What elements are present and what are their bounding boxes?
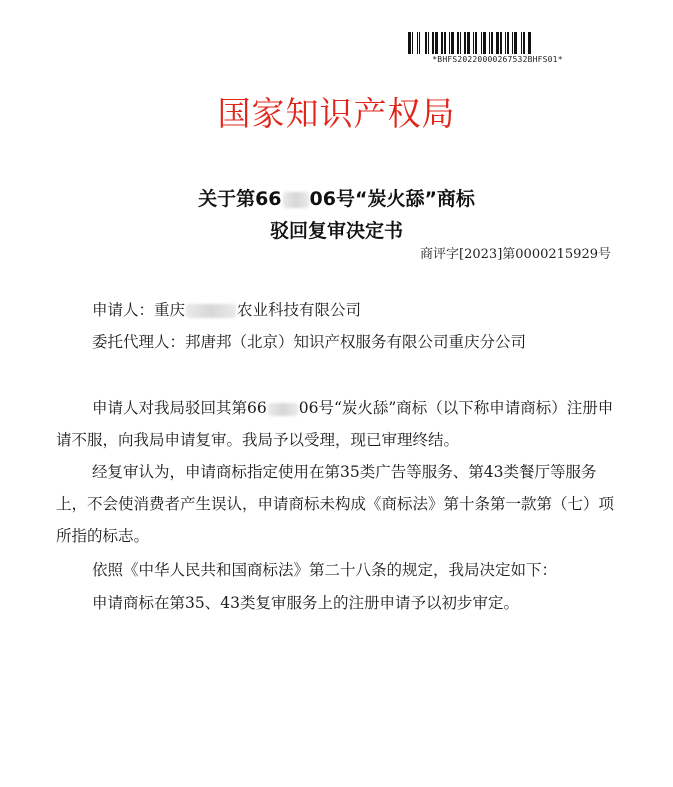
barcode-bar	[460, 32, 461, 54]
title-prefix: 关于第66	[198, 188, 282, 210]
barcode-bar	[444, 32, 446, 54]
paragraph-4: 申请商标在第35、43类复审服务上的注册申请予以初步审定。	[92, 594, 519, 612]
barcode-bar	[419, 32, 420, 54]
organization-name: 国家知识产权局	[217, 94, 456, 133]
barcode-bar	[521, 32, 522, 54]
barcode-bar	[432, 32, 434, 54]
p1-suffix: 06号“炭火舔”商标（以下称申请商标）注册申请不服，向我局申请复审。我局予以受理，现已审理终结。	[56, 399, 614, 449]
applicant-suffix: 农业科技有限公司	[237, 301, 362, 319]
paragraph-1	[56, 392, 616, 456]
barcode-bar	[473, 32, 474, 54]
barcode-bar	[478, 32, 480, 54]
barcode-bar	[451, 32, 454, 54]
redacted-applicant-name	[186, 304, 236, 318]
agent-line	[92, 326, 612, 358]
barcode-bar	[518, 32, 520, 54]
document-title-line1	[0, 184, 673, 211]
barcode-bar	[507, 32, 509, 54]
barcode-bar	[471, 32, 472, 54]
barcode-bar	[447, 32, 448, 54]
barcode-bar	[457, 32, 459, 54]
barcode-bar	[489, 32, 490, 54]
barcode-bar	[441, 32, 443, 54]
barcode-bar	[483, 32, 486, 54]
barcode-bar	[435, 32, 438, 54]
barcode-bar	[408, 32, 411, 54]
barcode-bar	[475, 32, 477, 54]
barcode-bar	[425, 32, 427, 54]
applicant-label: 申请人：	[92, 301, 155, 319]
document-number: 商评字[2023]第0000215929号	[420, 247, 611, 262]
paragraph-2: 经复审认为，申请商标指定使用在第35类广告等服务、第43类餐厅等服务上，不会使消费者产生误认，申请商标未构成《商标法》第十条第一款第（七）项所指的标志。	[56, 463, 615, 545]
barcode-bar	[505, 32, 506, 54]
paragraph-3: 依照《中华人民共和国商标法》第二十八条的规定，我局决定如下：	[92, 561, 558, 579]
barcode-bar	[421, 32, 424, 54]
barcode-bar	[417, 32, 418, 54]
barcode-bar	[526, 32, 527, 54]
barcode-bar	[512, 32, 513, 54]
barcode-bar	[491, 32, 493, 54]
barcode-bar	[500, 32, 502, 54]
redacted-number	[283, 192, 309, 208]
barcode-bar	[439, 32, 440, 54]
applicant-line	[92, 294, 612, 326]
barcode-bar	[467, 32, 470, 54]
agent-name: 邦唐邦（北京）知识产权服务有限公司重庆分公司	[185, 333, 527, 351]
barcode-bar	[449, 32, 450, 54]
barcode-bar	[481, 32, 482, 54]
barcode-bar	[523, 32, 525, 54]
document-title-line2: 驳回复审决定书	[269, 220, 403, 242]
agent-label: 委托代理人：	[92, 333, 186, 351]
barcode-bar	[494, 32, 495, 54]
applicant-prefix: 重庆	[154, 301, 186, 319]
barcode-bar	[510, 32, 511, 54]
barcode	[408, 32, 586, 54]
title-suffix: 06号“炭火舔”商标	[309, 188, 475, 210]
barcode-bar	[455, 32, 456, 54]
barcode-bar	[428, 32, 429, 54]
p1-prefix: 申请人对我局驳回其第66	[92, 399, 267, 417]
barcode-bar	[462, 32, 463, 54]
barcode-bar	[496, 32, 499, 54]
barcode-bar	[464, 32, 466, 54]
barcode-bar	[430, 32, 431, 54]
redacted-number	[268, 403, 298, 416]
barcode-bar	[487, 32, 488, 54]
barcode-bar	[414, 32, 416, 54]
barcode-bar	[514, 32, 517, 54]
barcode-bar	[412, 32, 413, 54]
barcode-serial: *BHFS20220000267532BHFS01*	[432, 55, 563, 64]
barcode-bar	[503, 32, 504, 54]
barcode-bar	[528, 32, 531, 54]
